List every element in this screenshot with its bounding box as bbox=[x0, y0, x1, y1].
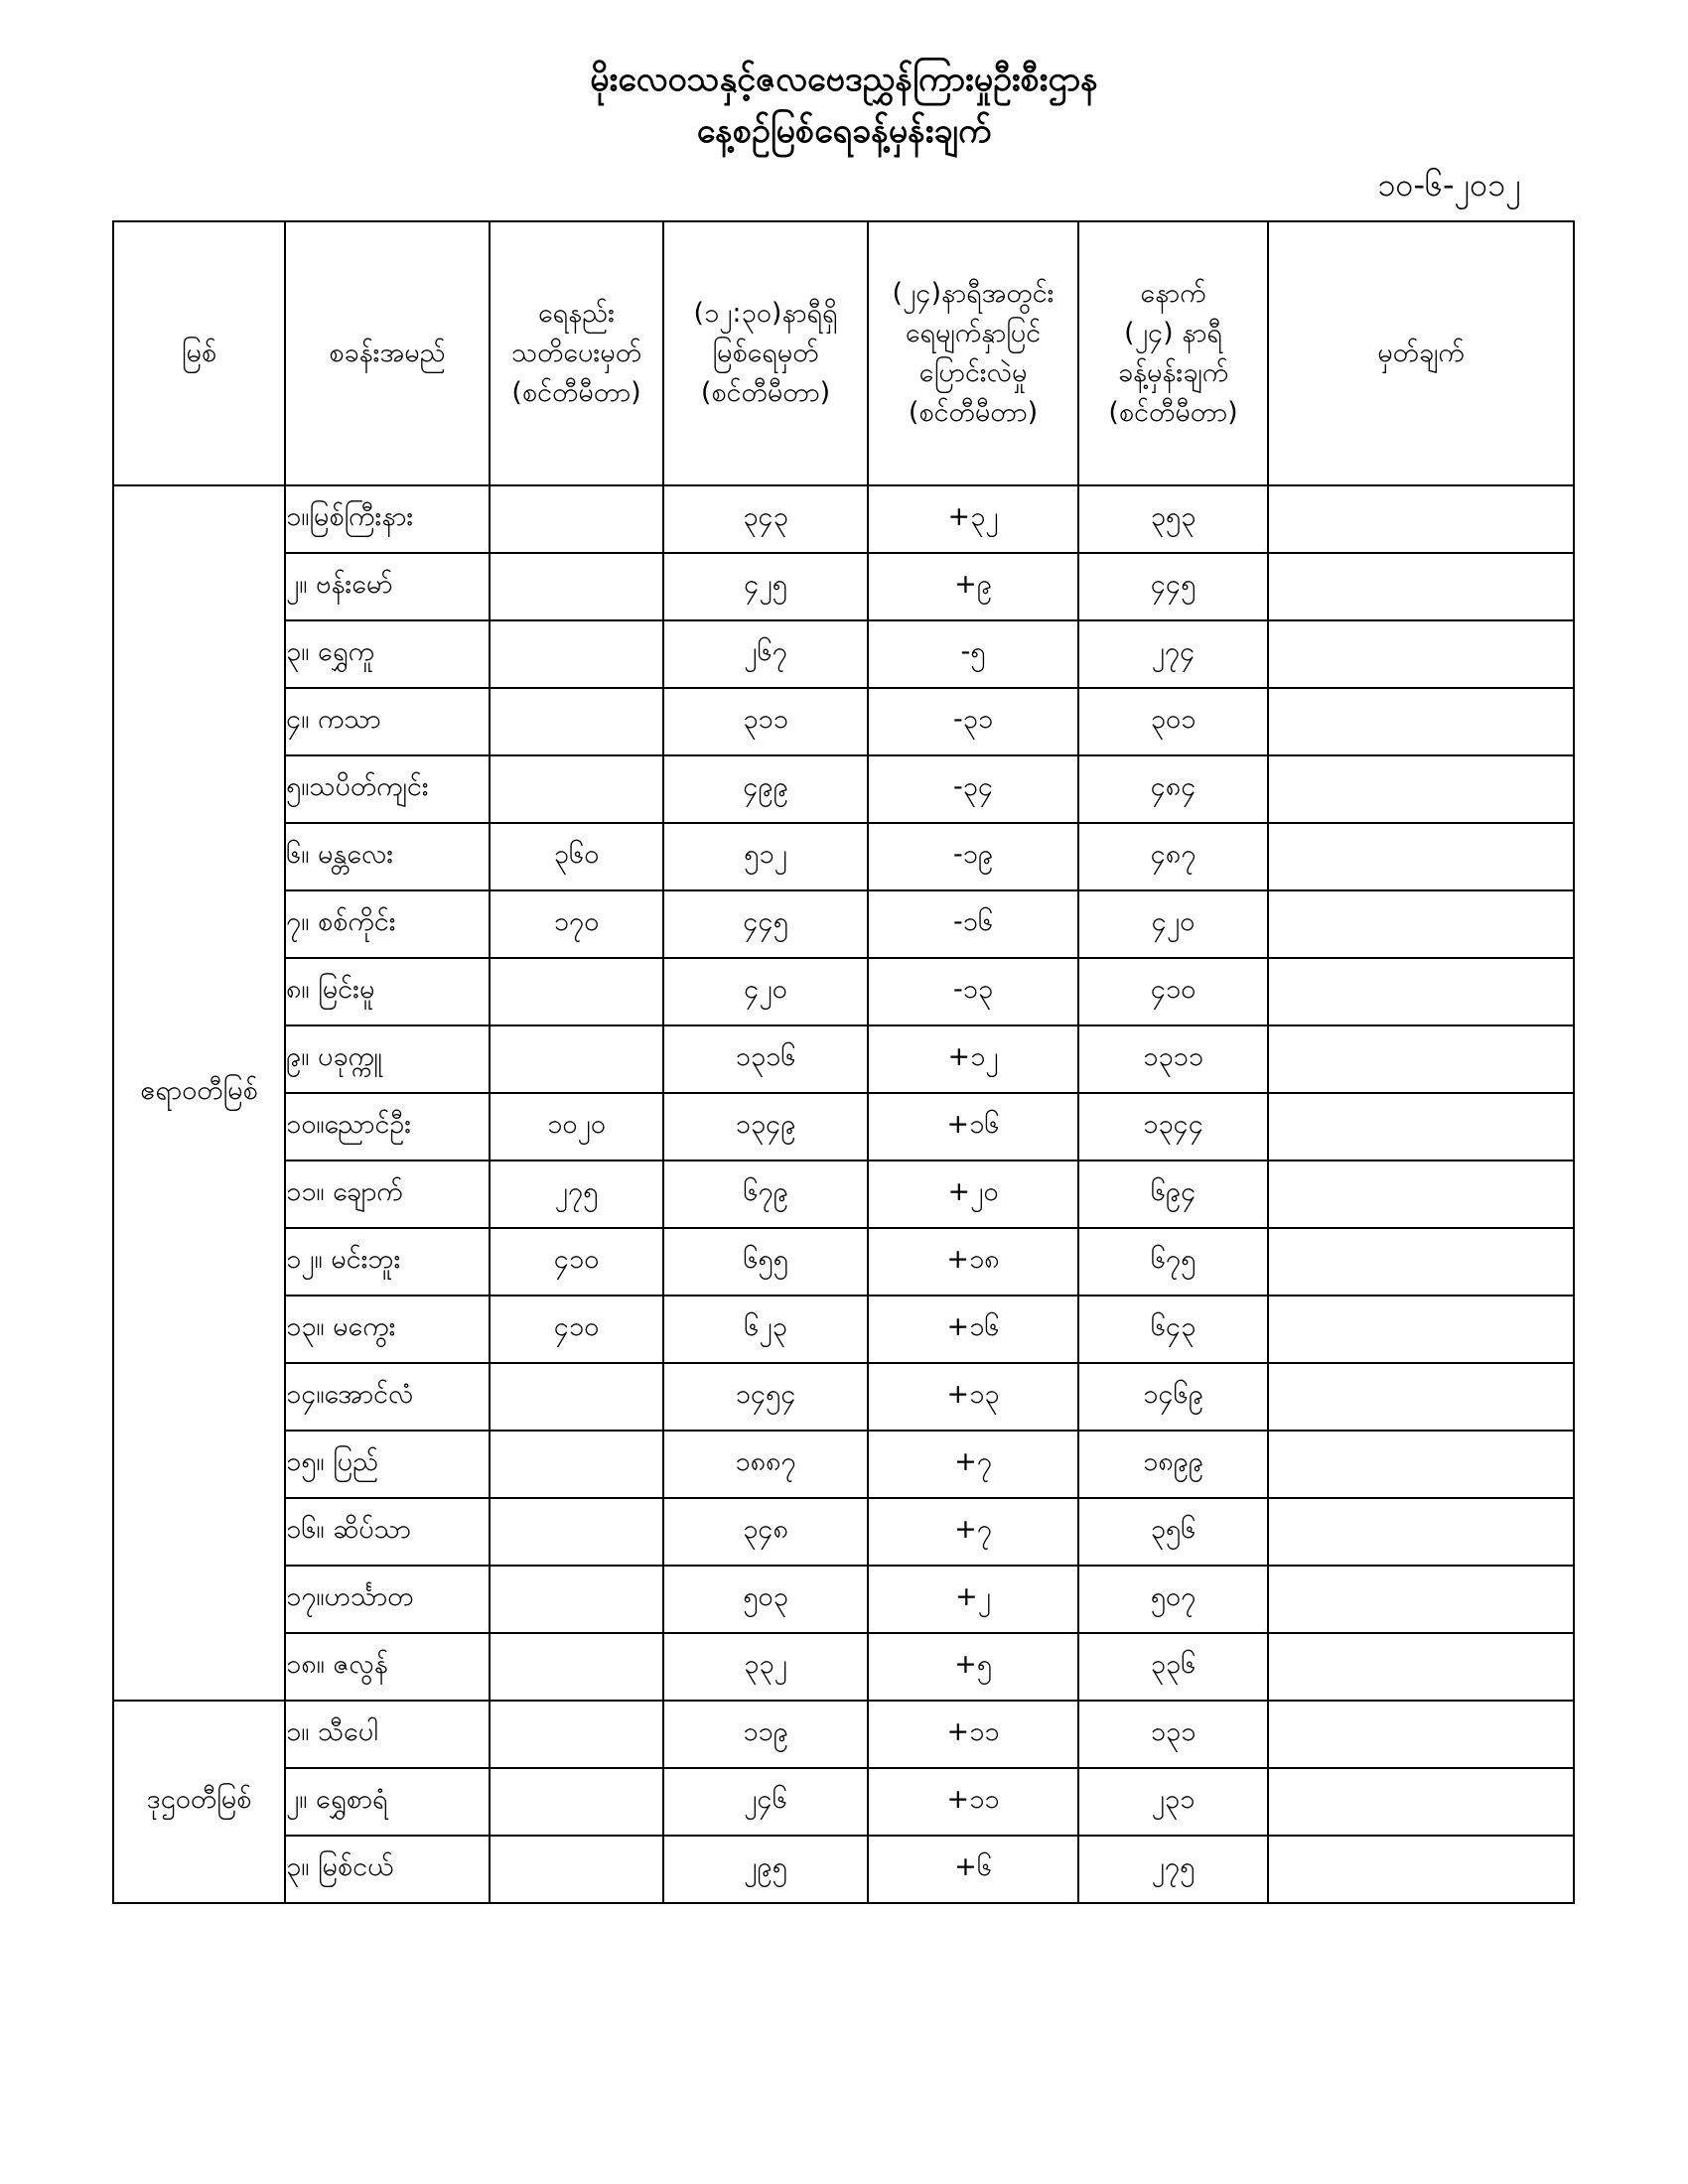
level-change-cell: +၂ bbox=[868, 1566, 1078, 1633]
table-row bbox=[113, 755, 1574, 823]
forecast-cell: ၁၃၄၄ bbox=[1078, 1093, 1268, 1160]
warning-level-cell bbox=[490, 958, 663, 1025]
level-change-cell: +၅ bbox=[868, 1633, 1078, 1701]
warning-level-cell: ၄၁၀ bbox=[490, 1228, 663, 1296]
table-row bbox=[113, 1566, 1574, 1633]
header-line: (၂၄)နာရီအတွင်း bbox=[892, 278, 1055, 309]
remarks-cell bbox=[1268, 1025, 1574, 1093]
level-change-cell: -၁၉ bbox=[868, 823, 1078, 890]
forecast-cell: ၆၄၃ bbox=[1078, 1296, 1268, 1363]
forecast-cell: ၃၀၁ bbox=[1078, 688, 1268, 755]
level-change-cell: +၇ bbox=[868, 1498, 1078, 1566]
header-line: (၁၂:၃၀)နာရီရှိ bbox=[693, 298, 838, 329]
station-name-cell: ၁။မြစ်ကြီးနား bbox=[285, 485, 490, 553]
forecast-cell: ၄၈၄ bbox=[1078, 755, 1268, 823]
warning-level-cell: ၁၇၀ bbox=[490, 890, 663, 958]
water-level-cell: ၁၃၄၉ bbox=[663, 1093, 868, 1160]
water-level-cell: ၃၄၃ bbox=[663, 485, 868, 553]
table-row bbox=[113, 1296, 1574, 1363]
forecast-header bbox=[1078, 221, 1268, 485]
station-name-cell: ၃။ ရွှေကူ bbox=[285, 620, 490, 688]
station-name-cell: ၁၄။အောင်လံ bbox=[285, 1363, 490, 1431]
table-row bbox=[113, 620, 1574, 688]
table-row bbox=[113, 958, 1574, 1025]
remarks-cell bbox=[1268, 553, 1574, 620]
header-line: မြစ်ရေမှတ် bbox=[712, 338, 819, 368]
station-header bbox=[285, 221, 490, 485]
table-row bbox=[113, 485, 1574, 553]
warning-level-cell: ၁၀၂၀ bbox=[490, 1093, 663, 1160]
table-row bbox=[113, 890, 1574, 958]
water-level-cell: ၁၈၈၇ bbox=[663, 1431, 868, 1498]
remarks-cell bbox=[1268, 1498, 1574, 1566]
remarks-cell bbox=[1268, 1093, 1574, 1160]
water-level-cell: ၁၄၅၄ bbox=[663, 1363, 868, 1431]
warning-level-cell: ၂၇၅ bbox=[490, 1160, 663, 1228]
station-name-cell: ၁၈။ ဇလွန် bbox=[285, 1633, 490, 1701]
water-level-cell: ၂၄၆ bbox=[663, 1768, 868, 1836]
remarks-cell bbox=[1268, 823, 1574, 890]
table-row bbox=[113, 823, 1574, 890]
header-line: မှတ်ချက် bbox=[1377, 338, 1465, 368]
forecast-cell: ၄၁၀ bbox=[1078, 958, 1268, 1025]
level-change-cell: -၅ bbox=[868, 620, 1078, 688]
warning-level-cell bbox=[490, 755, 663, 823]
station-name-cell: ၂။ ဗန်းမော် bbox=[285, 553, 490, 620]
table-row bbox=[113, 688, 1574, 755]
station-name-cell: ၈။ မြင်းမူ bbox=[285, 958, 490, 1025]
header-line: သတိပေးမှတ် bbox=[510, 338, 642, 368]
river-name-cell: ဒုဌဝတီမြစ် bbox=[113, 1701, 285, 1903]
station-name-cell: ၁၃။ မကွေး bbox=[285, 1296, 490, 1363]
header-line: (စင်တီမီတာ) bbox=[1108, 397, 1238, 428]
forecast-cell: ၆၉၄ bbox=[1078, 1160, 1268, 1228]
water-level-cell: ၂၆၇ bbox=[663, 620, 868, 688]
station-name-cell: ၂။ ရွှေစာရံ bbox=[285, 1768, 490, 1836]
table-row bbox=[113, 1836, 1574, 1903]
water-level-cell: ၆၇၉ bbox=[663, 1160, 868, 1228]
level-change-cell: +၁၃ bbox=[868, 1363, 1078, 1431]
table-row bbox=[113, 553, 1574, 620]
header-line: ရေမျက်နှာပြင် bbox=[905, 318, 1042, 348]
water-level-cell: ၂၉၅ bbox=[663, 1836, 868, 1903]
page-title: မိုးလေဝသနှင့်ဇလဗေဒညွှန်ကြားမှုဦးစီးဌာန bbox=[590, 60, 1098, 99]
table-row bbox=[113, 1701, 1574, 1768]
table-row bbox=[113, 1633, 1574, 1701]
warning-level-cell bbox=[490, 1025, 663, 1093]
station-name-cell: ၆။ မန္တလေး bbox=[285, 823, 490, 890]
water-level-cell: ၄၂၀ bbox=[663, 958, 868, 1025]
station-name-cell: ၁၂။ မင်းဘူး bbox=[285, 1228, 490, 1296]
water-level-cell: ၁၃၁၆ bbox=[663, 1025, 868, 1093]
table-header-row bbox=[113, 221, 1574, 485]
station-name-cell: ၁၇။ဟင်္သာတ bbox=[285, 1566, 490, 1633]
remarks-cell bbox=[1268, 485, 1574, 553]
level-change-cell: +၁၈ bbox=[868, 1228, 1078, 1296]
station-name-cell: ၅။သပိတ်ကျင်း bbox=[285, 755, 490, 823]
level-change-cell: -၁၃ bbox=[868, 958, 1078, 1025]
level-change-cell: +၂၀ bbox=[868, 1160, 1078, 1228]
level-change-cell: +၁၁ bbox=[868, 1701, 1078, 1768]
station-name-cell: ၁၅။ ပြည် bbox=[285, 1431, 490, 1498]
level-change-cell: +၇ bbox=[868, 1431, 1078, 1498]
change-header bbox=[868, 221, 1078, 485]
remarks-cell bbox=[1268, 890, 1574, 958]
station-name-cell: ၁။ သီပေါ bbox=[285, 1701, 490, 1768]
header-line: နောက် bbox=[1140, 278, 1206, 309]
remarks-cell bbox=[1268, 1768, 1574, 1836]
forecast-cell: ၁၈၉၉ bbox=[1078, 1431, 1268, 1498]
warning-level-cell bbox=[490, 1633, 663, 1701]
level-change-cell: -၃၄ bbox=[868, 755, 1078, 823]
remarks-cell bbox=[1268, 1296, 1574, 1363]
header-line: (စင်တီမီတာ) bbox=[700, 377, 831, 408]
forecast-cell: ၅၀၇ bbox=[1078, 1566, 1268, 1633]
forecast-cell: ၃၅၃ bbox=[1078, 485, 1268, 553]
forecast-cell: ၁၄၆၉ bbox=[1078, 1363, 1268, 1431]
station-name-cell: ၉။ ပခုက္ကူ bbox=[285, 1025, 490, 1093]
remarks-cell bbox=[1268, 688, 1574, 755]
forecast-cell: ၂၇၄ bbox=[1078, 620, 1268, 688]
water-level-cell: ၄၄၅ bbox=[663, 890, 868, 958]
header-line: (၂၄) နာရီ bbox=[1124, 318, 1222, 348]
forecast-cell: ၆၇၅ bbox=[1078, 1228, 1268, 1296]
remarks-cell bbox=[1268, 1836, 1574, 1903]
station-name-cell: ၄။ ကသာ bbox=[285, 688, 490, 755]
remarks-cell bbox=[1268, 1701, 1574, 1768]
table-row bbox=[113, 1363, 1574, 1431]
river-header bbox=[113, 221, 285, 485]
forecast-cell: ၃၅၆ bbox=[1078, 1498, 1268, 1566]
table-row bbox=[113, 1228, 1574, 1296]
river-name-cell: ဧရာဝတီမြစ် bbox=[113, 485, 285, 1701]
report-date: ၁၀-၆-၂၀၁၂ bbox=[1377, 166, 1521, 204]
water-level-header bbox=[663, 221, 868, 485]
station-name-cell: ၇။ စစ်ကိုင်း bbox=[285, 890, 490, 958]
warning-level-cell bbox=[490, 553, 663, 620]
forecast-cell: ၄၈၇ bbox=[1078, 823, 1268, 890]
remarks-cell bbox=[1268, 620, 1574, 688]
table-row bbox=[113, 1768, 1574, 1836]
warning-level-cell bbox=[490, 1566, 663, 1633]
water-level-cell: ၅၁၂ bbox=[663, 823, 868, 890]
header-line: မြစ် bbox=[181, 338, 217, 368]
table-row bbox=[113, 1160, 1574, 1228]
level-change-cell: -၁၆ bbox=[868, 890, 1078, 958]
header-line: စခန်းအမည် bbox=[329, 338, 446, 368]
page-subtitle: နေ့စဉ်မြစ်ရေခန့်မှန်းချက် bbox=[696, 111, 992, 151]
forecast-cell: ၄၄၅ bbox=[1078, 553, 1268, 620]
level-change-cell: +၁၂ bbox=[868, 1025, 1078, 1093]
forecast-cell: ၄၂၀ bbox=[1078, 890, 1268, 958]
water-level-cell: ၃၄၈ bbox=[663, 1498, 868, 1566]
level-change-cell: +၉ bbox=[868, 553, 1078, 620]
remarks-header bbox=[1268, 221, 1574, 485]
warning-level-cell bbox=[490, 1363, 663, 1431]
forecast-cell: ၂၃၁ bbox=[1078, 1768, 1268, 1836]
warning-level-cell bbox=[490, 1498, 663, 1566]
header-line: ပြောင်းလဲမှု bbox=[918, 357, 1028, 388]
warning-level-cell bbox=[490, 1836, 663, 1903]
level-change-cell: +၁၁ bbox=[868, 1768, 1078, 1836]
river-forecast-table bbox=[112, 220, 1575, 1904]
level-change-cell: +၁၆ bbox=[868, 1296, 1078, 1363]
remarks-cell bbox=[1268, 755, 1574, 823]
level-change-cell: +၃၂ bbox=[868, 485, 1078, 553]
forecast-cell: ၃၃၆ bbox=[1078, 1633, 1268, 1701]
header-line: ရေနည်း bbox=[537, 298, 616, 329]
forecast-cell: ၂၇၅ bbox=[1078, 1836, 1268, 1903]
warning-level-cell bbox=[490, 688, 663, 755]
station-name-cell: ၁၀။ညောင်ဦး bbox=[285, 1093, 490, 1160]
remarks-cell bbox=[1268, 1633, 1574, 1701]
water-level-cell: ၆၂၃ bbox=[663, 1296, 868, 1363]
warning-level-cell bbox=[490, 1701, 663, 1768]
water-level-cell: ၃၃၂ bbox=[663, 1633, 868, 1701]
warning-level-cell bbox=[490, 485, 663, 553]
warning-level-header bbox=[490, 221, 663, 485]
station-name-cell: ၃။ မြစ်ငယ် bbox=[285, 1836, 490, 1903]
level-change-cell: -၃၁ bbox=[868, 688, 1078, 755]
remarks-cell bbox=[1268, 1160, 1574, 1228]
water-level-cell: ၄၉၉ bbox=[663, 755, 868, 823]
station-name-cell: ၁၁။ ချောက် bbox=[285, 1160, 490, 1228]
table-row bbox=[113, 1431, 1574, 1498]
level-change-cell: +၁၆ bbox=[868, 1093, 1078, 1160]
header-line: (စင်တီမီတာ) bbox=[511, 377, 641, 408]
remarks-cell bbox=[1268, 1566, 1574, 1633]
warning-level-cell bbox=[490, 1431, 663, 1498]
table-row bbox=[113, 1025, 1574, 1093]
warning-level-cell: ၃၆၀ bbox=[490, 823, 663, 890]
remarks-cell bbox=[1268, 1228, 1574, 1296]
station-name-cell: ၁၆။ ဆိပ်သာ bbox=[285, 1498, 490, 1566]
level-change-cell: +၆ bbox=[868, 1836, 1078, 1903]
remarks-cell bbox=[1268, 1431, 1574, 1498]
remarks-cell bbox=[1268, 958, 1574, 1025]
water-level-cell: ၅၀၃ bbox=[663, 1566, 868, 1633]
water-level-cell: ၁၁၉ bbox=[663, 1701, 868, 1768]
remarks-cell bbox=[1268, 1363, 1574, 1431]
forecast-cell: ၁၃၁၁ bbox=[1078, 1025, 1268, 1093]
forecast-cell: ၁၃၁ bbox=[1078, 1701, 1268, 1768]
header-line: (စင်တီမီတာ) bbox=[908, 397, 1039, 428]
warning-level-cell bbox=[490, 1768, 663, 1836]
water-level-cell: ၃၁၁ bbox=[663, 688, 868, 755]
water-level-cell: ၆၅၅ bbox=[663, 1228, 868, 1296]
warning-level-cell bbox=[490, 620, 663, 688]
table-row bbox=[113, 1498, 1574, 1566]
warning-level-cell: ၄၁၀ bbox=[490, 1296, 663, 1363]
header-line: ခန့်မှန်းချက် bbox=[1117, 357, 1229, 388]
water-level-cell: ၄၂၅ bbox=[663, 553, 868, 620]
table-row bbox=[113, 1093, 1574, 1160]
